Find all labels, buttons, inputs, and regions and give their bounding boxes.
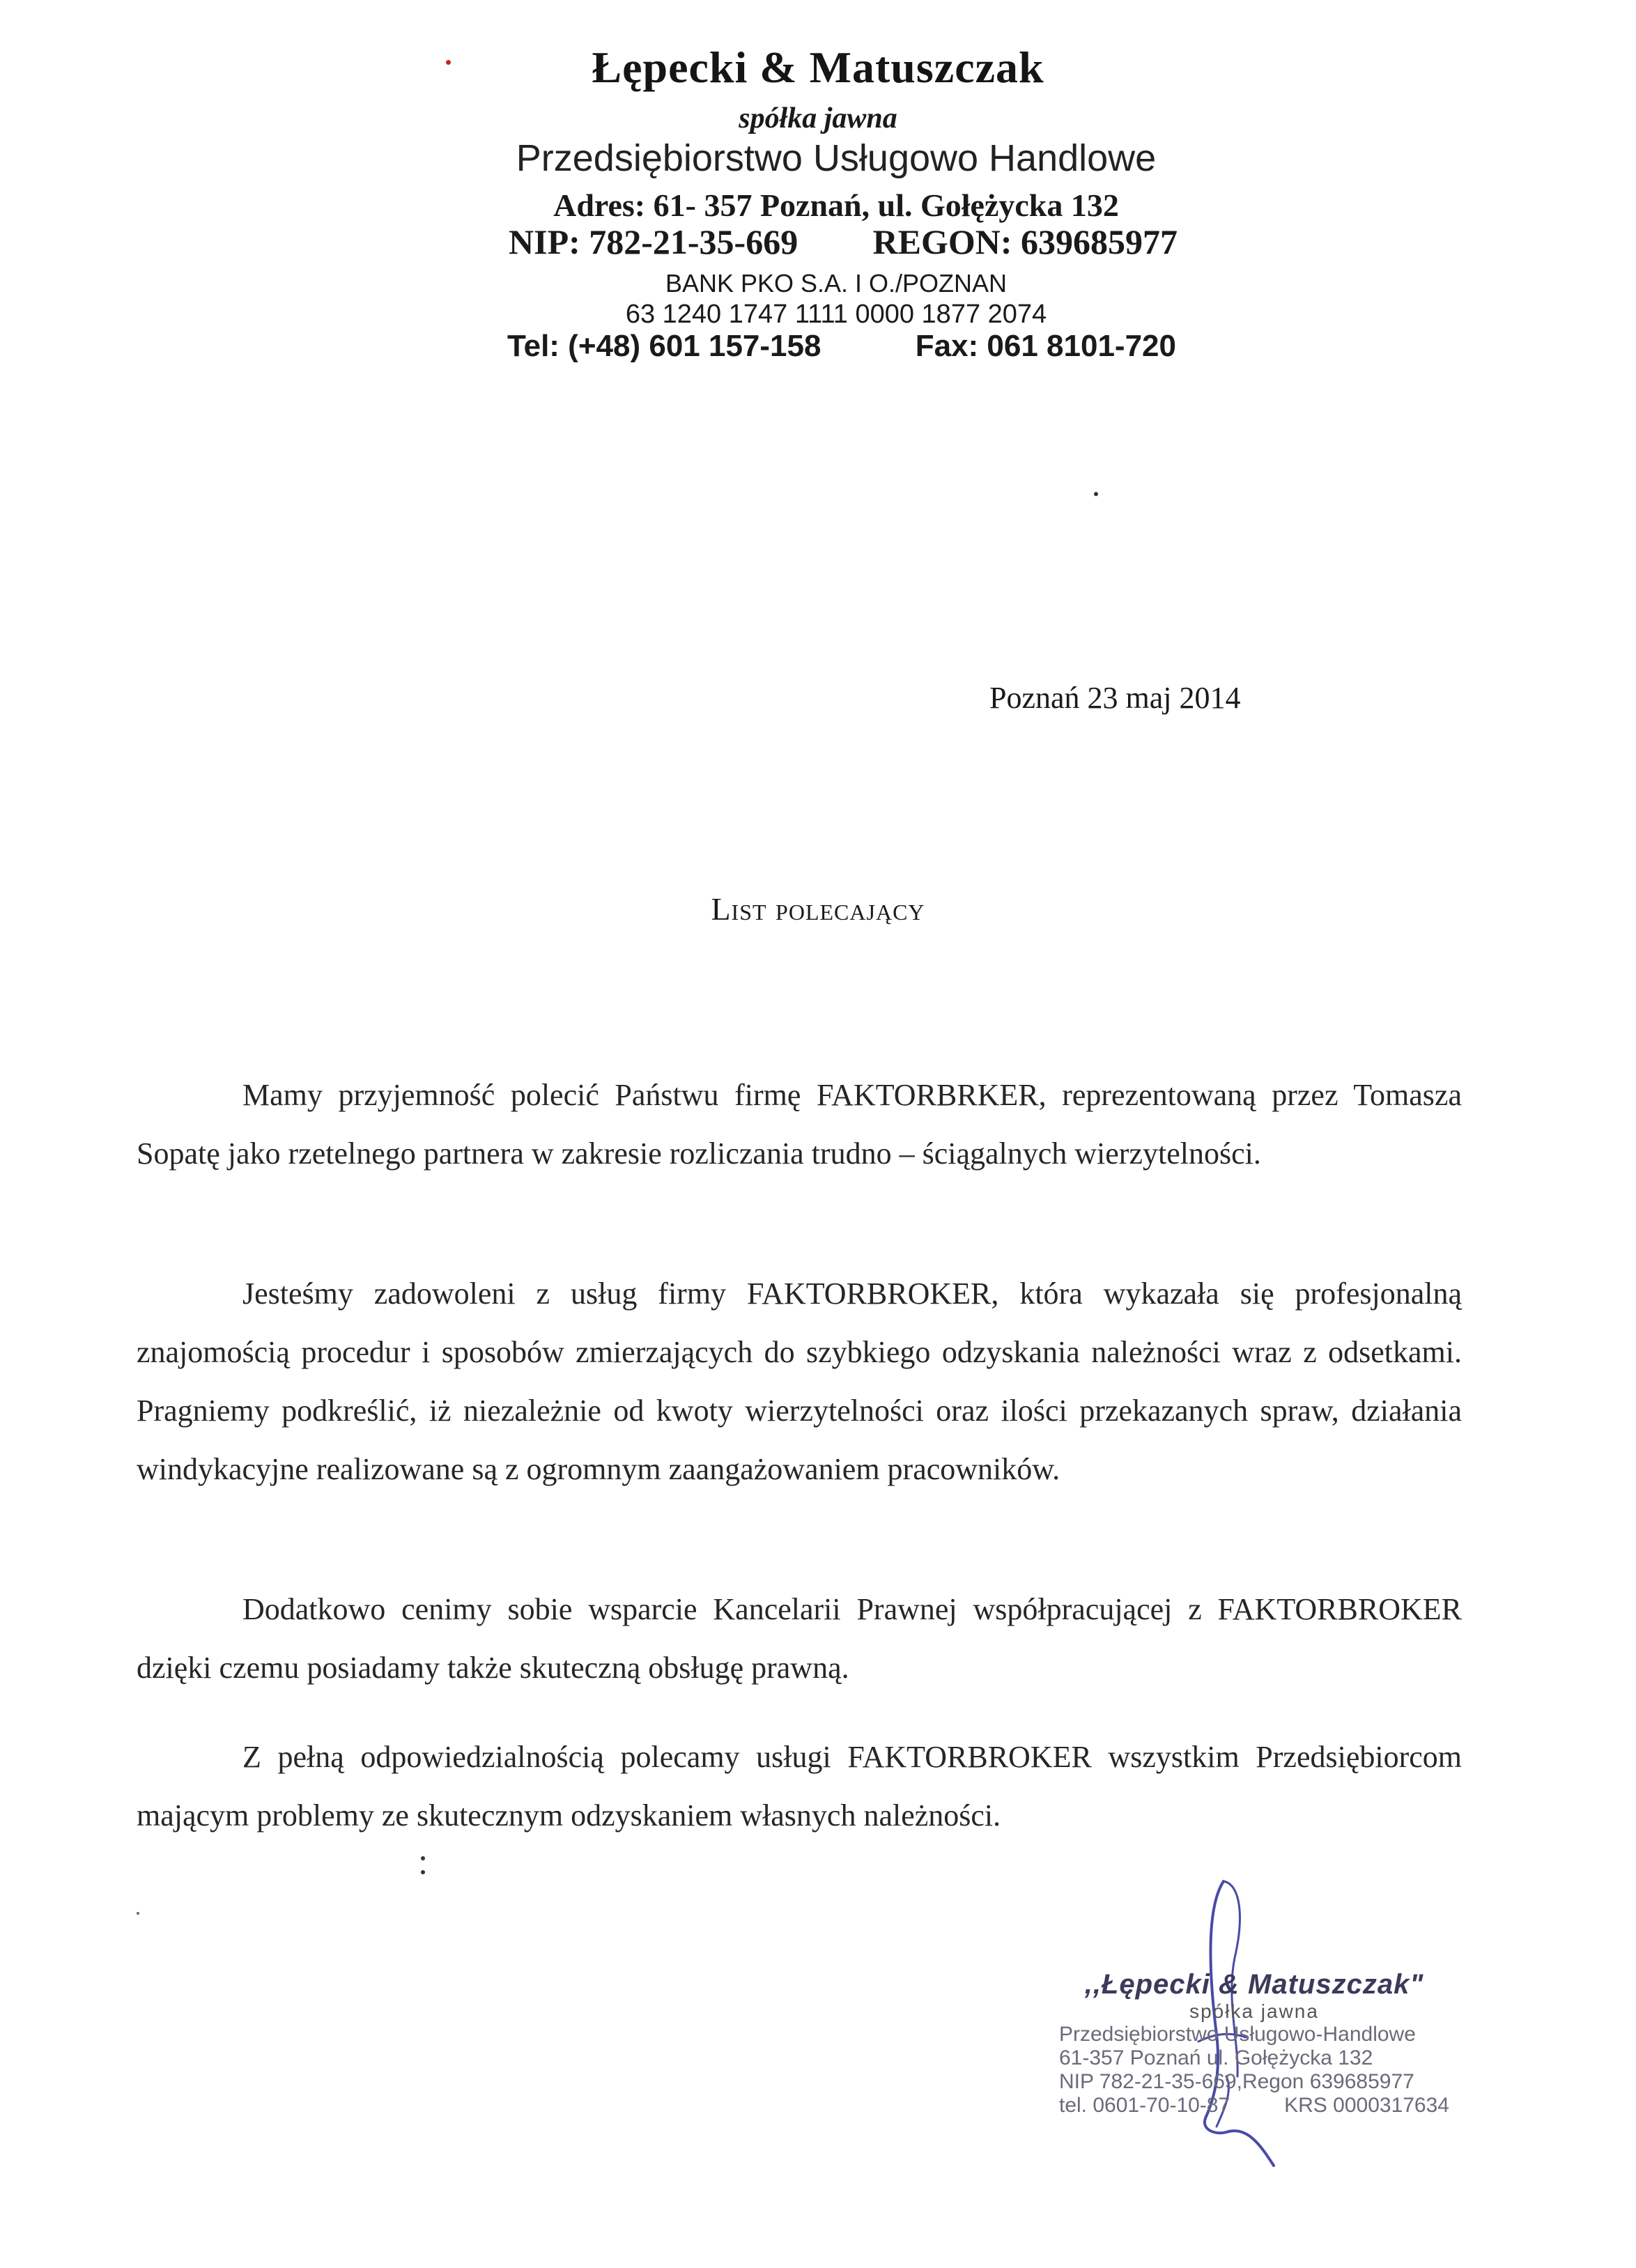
stamp-business-type: Przedsiębiorstwo Usługowo-Handlowe [1059,2023,1416,2046]
body-paragraph-1 [137,1066,1462,1183]
body-paragraph-3-text: Dodatkowo cenimy sobie wsparcie Kancelarii Prawnej współpracującej z FAKTORBROKER dzięki czemu posiadamy także skuteczną obsługę prawną. [137,1592,1462,1685]
body-paragraph-4-text: Z pełną odpowiedzialnością polecamy usługi FAKTORBROKER wszystkim Przedsiębiorcom mającym problemy ze skutecznym odzyskaniem własnych należności. [137,1740,1462,1833]
fax-number: Fax: 061 8101-720 [915,329,1176,363]
scan-speck [137,1912,139,1915]
stamp-contact [1059,2094,1449,2117]
stamp-ids: NIP 782-21-35-669,Regon 639685977 [1059,2070,1414,2093]
company-address: Adres: 61- 357 Poznań, ul. Gołężycka 132 [553,187,1119,223]
bank-account: 63 1240 1747 1111 0000 1877 2074 [625,300,1047,329]
body-paragraph-1-text: Mamy przyjemność polecić Państwu firmę FAKTORBRKER, reprezentowaną przez Tomasza Sopatę jako rzetelnego partnera w zakresie rozliczania trudno – ściągalnych wierzytelności. [137,1078,1462,1171]
stamp-phone: tel. 0601-70-10-87 [1059,2094,1230,2117]
scan-speck-red [446,60,451,65]
nip-number: NIP: 782-21-35-669 [509,222,798,261]
bank-name: BANK PKO S.A. I O./POZNAN [665,269,1008,298]
company-stamp [1059,1969,1449,2117]
place-date: Poznań 23 maj 2014 [989,681,1241,715]
legal-form: spółka jawna [739,102,897,134]
body-paragraph-3 [137,1580,1462,1697]
phone-number: Tel: (+48) 601 157-158 [507,329,821,363]
scan-speck [1094,492,1098,496]
stamp-legal-form: spółka jawna [1189,2000,1319,2022]
body-paragraph-2 [137,1265,1462,1499]
company-name: Łępecki & Matuszczak [592,43,1044,92]
body-paragraph-4 [137,1728,1462,1845]
stamp-krs: KRS 0000317634 [1284,2094,1449,2117]
scan-speck [421,1870,425,1874]
letter-title-text: List polecający [711,891,925,927]
body-paragraph-2-text: Jesteśmy zadowoleni z usług firmy FAKTORBROKER, która wykazała się profesjonalną znajomością procedur i sposobów zmierzających do szybkiego odzyskania należności wraz z odsetkami. Pragniemy podkreślić, iż niezależnie od kwoty wierzytelności oraz ilości przekazanych spraw, działania windykacyjne realizowane są z ogromnym zaangażowaniem pracowników. [137,1276,1462,1486]
regon-number: REGON: 639685977 [872,222,1178,261]
stamp-company: ,,Łępecki & Matuszczak" [1084,1969,1424,2000]
stamp-address: 61-357 Poznań ul. Gołężycka 132 [1059,2046,1373,2069]
company-ids [509,222,1178,262]
company-contact [507,329,1176,364]
business-type: Przedsiębiorstwo Usługowo Handlowe [516,137,1157,179]
scan-speck [421,1856,425,1860]
letter-title [0,890,1636,927]
